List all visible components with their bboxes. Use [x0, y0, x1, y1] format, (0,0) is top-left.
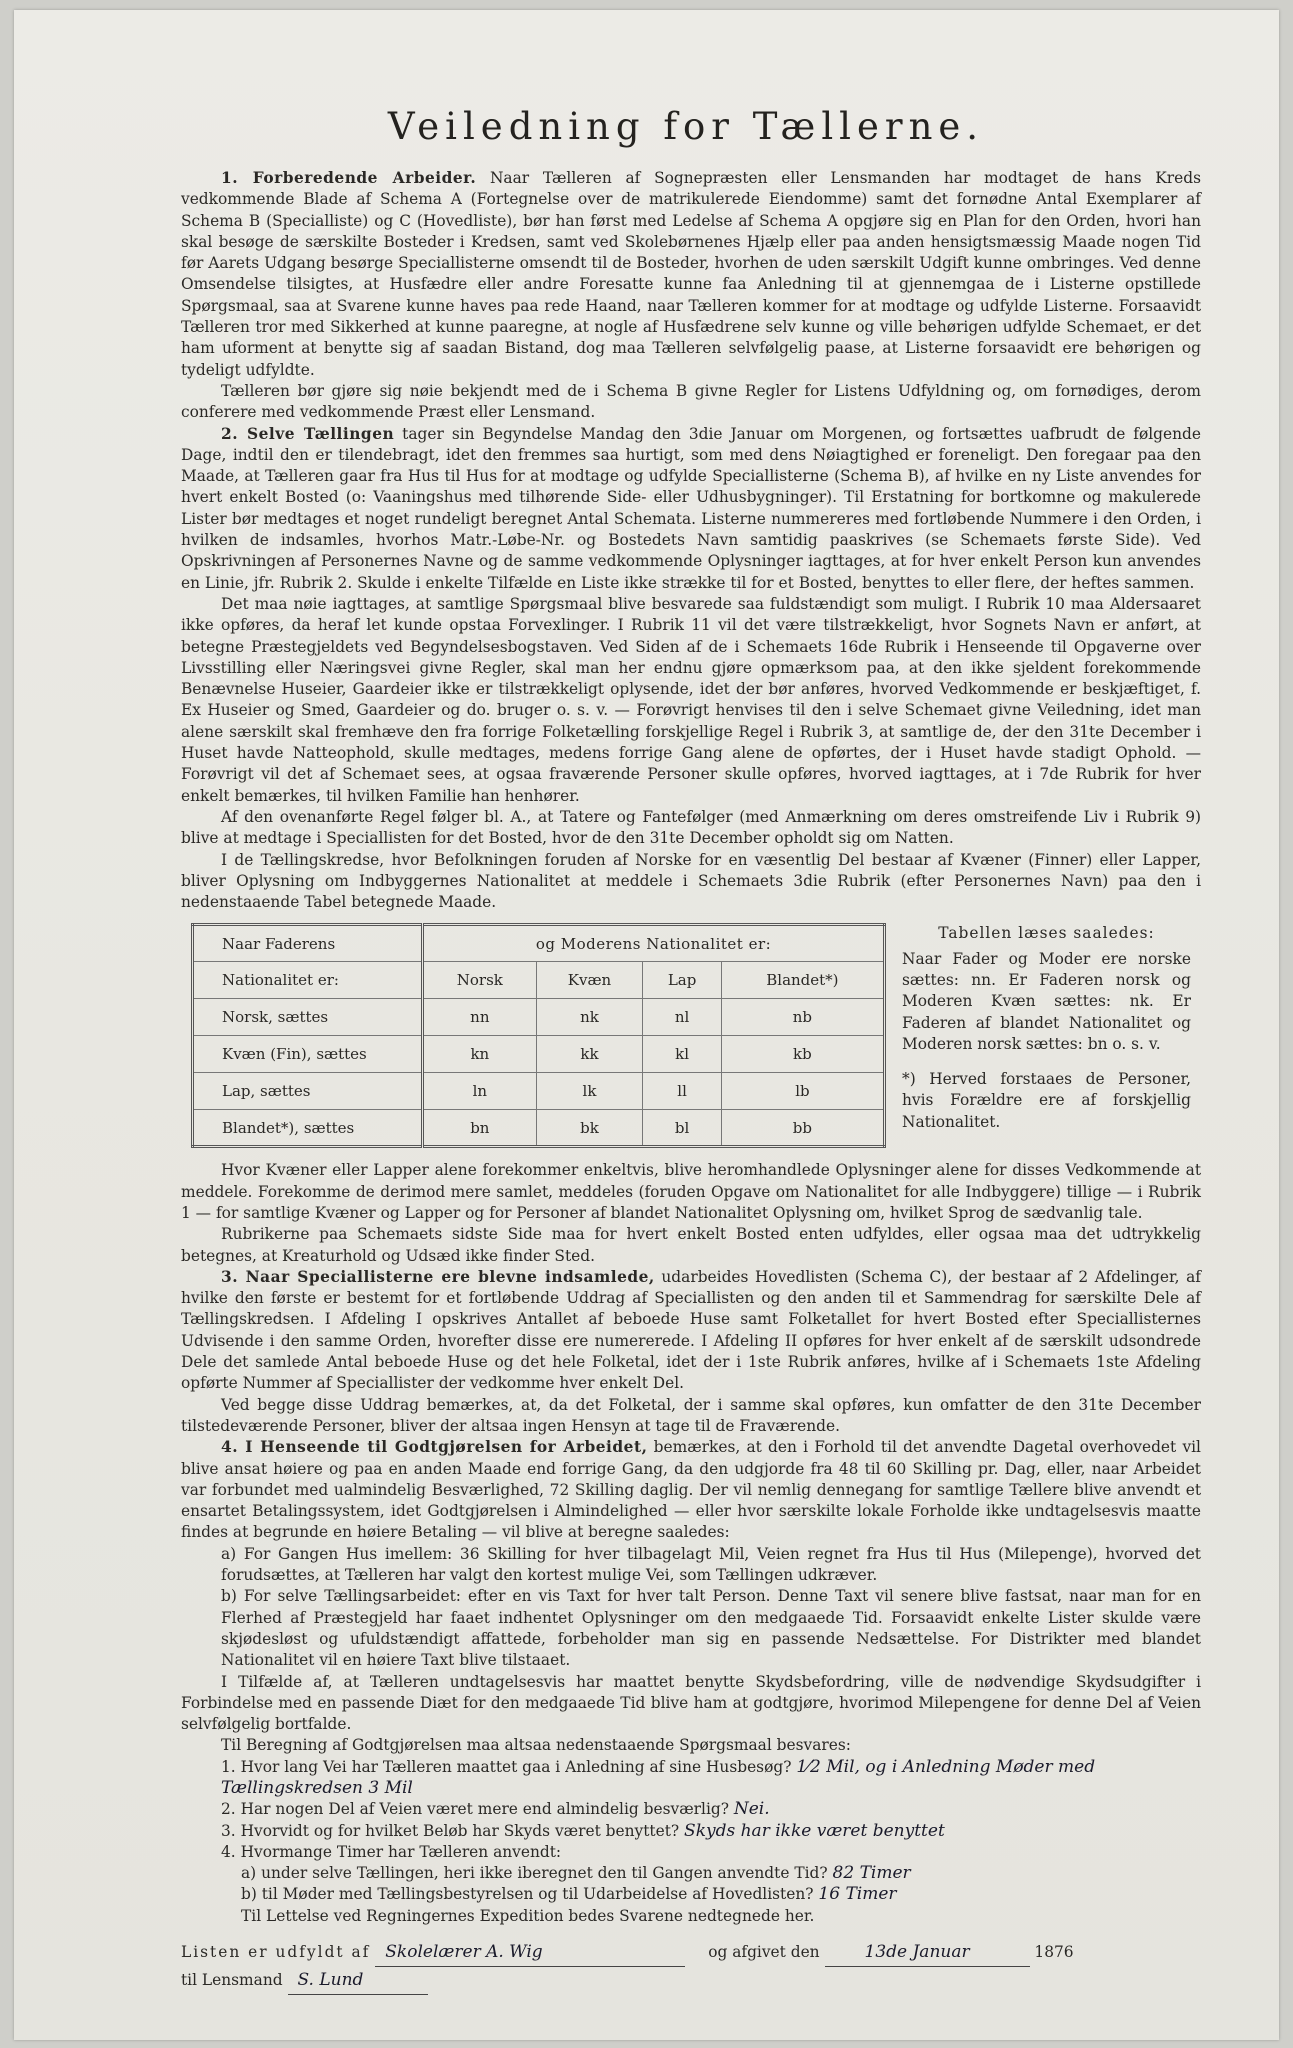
row-label: Kvæn (Fin), sættes — [193, 1036, 423, 1073]
nationality-block — [191, 923, 1201, 1148]
table-cell: bb — [721, 1110, 884, 1147]
table-cell: lk — [536, 1073, 643, 1110]
mother-nationality-header: og Moderens Nationalitet er: — [423, 925, 885, 962]
section-2b-paragraph-2: Rubrikerne paa Schemaets sidste Side maa for hvert enkelt Bosted enten udfyldes, eller ogsaa maa det udtrykkelig betegnes, at Kreaturhold og Udsæd ikke finder Sted. — [181, 1225, 1201, 1265]
document-page — [14, 10, 1279, 2040]
table-row — [193, 999, 885, 1036]
table-header-row-2 — [193, 962, 885, 999]
delivered-date: 13de Januar — [825, 1939, 1030, 1967]
section-4-paragraph — [181, 1437, 1201, 1543]
section-3-paragraph-2: Ved begge disse Uddrag bemærkes, at, da det Folketal, der i samme skal opføres, kun omfatter de den 31te December tilstedeværende Personer, bliver der altsaa ingen Hensyn at tage til de Fraværende. — [181, 1395, 1201, 1435]
table-legend — [886, 923, 1191, 1148]
section-1-text: Naar Tælleren af Sognepræsten eller Lensmanden har modtaget de hans Kreds vedkommende Blade af Schema A (Fortegnelse over de matrikulerede Eiendomme) samt det fornødne Antal Exemplarer af Schema B (Specialliste) og C (Hovedliste), bør han først med Ledelse af Schema A opgjøre sig en Plan for den Orden, hvori han skal besøge de særskilte Bosteder i Kredsen, samt ved Skolebørnenes Hjælp eller paa anden hensigtsmæssig Maade nogen Tid før Aarets Udgang besørge Speciallisterne omsendt til de Bosteder, hvorhen de uden særskilt Udgift kunne ombringes. Ved denne Omsendelse tilsigtes, at Husfædre eller andre Foresatte kunne faa Anledning til at gjennemgaa de i Listerne opstillede Spørgsmaal, saa at Svarene kunne haves paa rede Haand, naar Tælleren kommer for at modtage og udfylde Listerne. Forsaavidt Tælleren tror med Sikkerhed at kunne paaregne, at nogle af Husfædrene selv kunne og ville behørigen udfylde Schemaet, er det ham uforment at benytte sig af saadan Bistand, dog maa Tælleren selvfølgelig paase, at Listerne forsaavidt ere behørigen og tydeligt udfyldte. — [181, 169, 1201, 379]
section-3-text: udarbeides Hovedlisten (Schema C), der bestaar af 2 Afdelinger, af hvilke den første er bestemt for et fortløbende Uddrag af Speciallisten og den anden til et Sammendrag for særskilte Dele af Tællingskredsen. I Afdeling I opskrives Antallet af beboede Huse samt Folketallet for hvert Bosted efter Speciallisternes Udvisende i den samme Orden, hvorefter disse ere numererede. I Afdeling II opføres for hver enkelt af de særskilt udsondrede Dele det samlede Antal beboede Huse og det hele Folketal, idet der i 1ste Rubrik anføres, hvilke af i Schemaets 1ste Afdeling opførte Nummer af Speciallister der vedkomme hver enkelt Del. — [181, 1267, 1201, 1393]
section-4-item-b: b) For selve Tællingsarbeidet: efter en vis Taxt for hver talt Person. Denne Taxt vil senere blive fastsat, naar man for en Flerhed af Præstegjeld har faaet indhentet Oplysninger om den medgaaede Tid. Forsaavidt enkelte Lister skulde være skjødesløst og ufuldstændigt affattede, forbeholder man sig en passende Nedsættelse. For Distrikter med blandet Nationalitet vil en høiere Taxt blive tilstaaet. — [221, 1587, 1201, 1670]
question-1 — [221, 1757, 1201, 1800]
section-2-paragraph-3: Af den ovenanførte Regel følger bl. A., at Tatere og Fantefølger (med Anmærkning om deres omstreifende Liv i Rubrik 9) blive at medtage i Speciallisten for det Bosted, hvor de den 31te December opholdt sig om Natten. — [181, 807, 1201, 848]
question-2-answer: Nei. — [733, 1799, 770, 1820]
table-cell: bk — [536, 1110, 643, 1147]
question-3 — [221, 1821, 1201, 1842]
section-2b-paragraph-1: Hvor Kvæner eller Lapper alene forekommer enkeltvis, blive heromhandlede Oplysninger alene for disses Vedkommende at meddele. Forekomme de derimod mere samlet, meddeles (foruden Opgave om Nationalitet for alle Indbyggere) tillige — i Rubrik 1 — for samtlige Kvæner og Lapper og for Personer af blandet Nationalitet Oplysning om, hvilket Sprog de sædvanlig tale. — [181, 1161, 1201, 1222]
signature-line-2 — [181, 1967, 1201, 1995]
row-label: Blandet*), sættes — [193, 1110, 423, 1147]
signature-block — [181, 1939, 1201, 1995]
filled-by-signature: Skolelærer A. Wig — [375, 1939, 685, 1967]
document-content — [181, 105, 1201, 1995]
section-4-paragraph-2: I Tilfælde af, at Tælleren undtagelsesvis har maattet benytte Skydsbefordring, ville de nødvendige Skydsudgifter i Forbindelse med en passende Diæt for den medgaaede Tid blive ham at godtgjøre, hvorimod Milepengene for denne Del af Veien selvfølgelig bortfalde. — [181, 1672, 1201, 1734]
section-4-paragraph-3: Til Beregning af Godtgjørelsen maa altsaa nedenstaaende Spørgsmaal besvares: — [221, 1736, 851, 1755]
table-row — [193, 1036, 885, 1073]
table-cell: nb — [721, 999, 884, 1036]
row-label: Norsk, sættes — [193, 999, 423, 1036]
table-cell: kn — [423, 1036, 537, 1073]
lensmand-signature: S. Lund — [288, 1967, 428, 1995]
legend-title: Tabellen læses saaledes: — [938, 924, 1155, 943]
question-4b — [241, 1884, 1201, 1905]
column-header: Kvæn — [536, 962, 643, 999]
section-3-heading: 3. Naar Speciallisterne ere blevne indsamlede, — [221, 1267, 655, 1286]
column-header: Lap — [643, 962, 721, 999]
question-1-text: 1. Hvor lang Vei har Tælleren maattet gaa i Anledning af sine Husbesøg? — [221, 1757, 792, 1776]
questions-list — [221, 1757, 1201, 1927]
column-header: Blandet*) — [721, 962, 884, 999]
table-cell: kl — [643, 1036, 721, 1073]
section-2-heading: 2. Selve Tællingen — [221, 424, 395, 443]
question-4a — [241, 1863, 1201, 1884]
column-header: Norsk — [423, 962, 537, 999]
signature-line-1 — [181, 1939, 1201, 1967]
legend-text: Naar Fader og Moder ere norske sættes: nn. Er Faderen norsk og Moderen Kvæn sættes: nk. Er Faderen af blandet Nationalitet og Moderen norsk sættes: bn o. s. v. — [902, 949, 1191, 1053]
lensmand-label: til Lensmand — [181, 1971, 283, 1990]
table-cell: kb — [721, 1036, 884, 1073]
table-cell: ll — [643, 1073, 721, 1110]
corner-header-line2: Nationalitet er: — [193, 962, 423, 999]
filled-by-label: Listen er udfyldt af — [181, 1943, 371, 1962]
page-title: Veiledning for Tællerne. — [387, 105, 985, 148]
table-cell: nl — [643, 999, 721, 1036]
question-3-text: 3. Hvorvidt og for hvilket Beløb har Skyds været benyttet? — [221, 1821, 680, 1840]
question-2-text: 2. Har nogen Del af Veien været mere end almindelig besværlig? — [221, 1800, 729, 1819]
nationality-table — [191, 923, 886, 1148]
table-cell: bl — [643, 1110, 721, 1147]
question-4b-text: b) til Møder med Tællingsbestyrelsen og til Udarbeidelse af Hovedlisten? — [241, 1885, 814, 1904]
row-label: Lap, sættes — [193, 1073, 423, 1110]
table-header-row-1 — [193, 925, 885, 962]
section-4-text: bemærkes, at den i Forhold til det anvendte Dagetal overhovedet vil blive ansat høiere og paa en anden Maade end forrige Gang, da den udgjorde fra 48 til 60 Skilling pr. Dag, eller, naar Arbeidet var forbundet med ualmindelig Besværlighed, 72 Skilling daglig. Der vil nemlig dennegang for samtlige Tællere blive anvendt et ensartet Betalingssystem, idet Godtgjørelsen i Almindelighed — eller hvor særskilte lokale Forholde ikke undtagelsesvis maatte findes at begrunde en høiere Betaling — vil blive at beregne saaledes: — [181, 1438, 1201, 1542]
section-3-paragraph — [181, 1267, 1201, 1395]
closing-instruction: Til Lettelse ved Regningernes Expedition bedes Svarene nedtegnede her. — [241, 1906, 815, 1925]
section-2-paragraph — [181, 424, 1201, 594]
legend-footnote: *) Herved forstaaes de Personer, hvis Forældre ere af forskjellig Nationalitet. — [902, 1070, 1191, 1131]
delivered-label: og afgivet den — [708, 1943, 820, 1962]
table-cell: nk — [536, 999, 643, 1036]
section-2-paragraph-2: Det maa nøie iagttages, at samtlige Spørgsmaal blive besvarede saa fuldstændigt som muligt. I Rubrik 10 maa Aldersaaret ikke opføres, da heraf let kunde opstaa Forvexlinger. I Rubrik 11 vil det være tilstrækkeligt, hvor Sognets Navn er anført, at betegne Præstegjeldets ved Begyndelsesbogstaven. Ved Siden af de i Schemaets 16de Rubrik i Henseende til Opgaverne over Livsstilling eller Næringsvei givne Regler, skal man her endnu gjøre opmærksom paa, at den ikke sjeldent forekommende Benævnelse Huseier, Gaardeier ikke er tilstrækkeligt oplysende, idet der bør anføres, hvorved Vedkommende er beskjæftiget, f. Ex Huseier og Smed, Gaardeier og do. bruger o. s. v. — Forøvrigt henvises til den i selve Schemaet givne Veiledning, idet man alene særskilt skal fremhæve den fra forrige Folketælling forskjellige Regel i Rubrik 3, at samtlige de, der den 31te December i Huset havde Natteophold, skulle medtages, medens forrige Gang alene de opførtes, der i Huset havde stadigt Ophold. — Forøvrigt vil det af Schemaet sees, at ogsaa fraværende Personer skulle opføres, hvorved iagttages, at i 7de Rubrik for hver enkelt bemærkes, til hvilken Familie han henhører. — [181, 594, 1201, 805]
table-cell: bn — [423, 1110, 537, 1147]
section-2-paragraph-4: I de Tællingskredse, hvor Befolkningen foruden af Norske for en væsentlig Del bestaar af Kvæner (Finner) eller Lapper, bliver Oplysning om Indbyggernes Nationalitet at meddele i Schemaets 3die Rubrik (efter Personernes Navn) paa den i nedenstaaende Tabel betegnede Maade. — [181, 850, 1201, 912]
table-row — [193, 1110, 885, 1147]
table-row — [193, 1073, 885, 1110]
table-cell: kk — [536, 1036, 643, 1073]
corner-header-line1: Naar Faderens — [193, 925, 423, 962]
question-1-answer: 1⁄2 Mil, og i Anledning Møder med Tællingskredsen 3 Mil — [221, 1756, 1096, 1798]
question-3-answer: Skyds har ikke været benyttet — [684, 1820, 945, 1841]
table-cell: lb — [721, 1073, 884, 1110]
question-2 — [221, 1799, 1201, 1820]
section-2-text: tager sin Begyndelse Mandag den 3die Januar om Morgenen, og fortsættes uafbrudt de følgende Dage, indtil den er tilendebragt, idet den fremmes saa hurtigt, som med dens Nøiagtighed er foreneligt. Den foregaar paa den Maade, at Tælleren gaar fra Hus til Hus for at modtage og udfylde Speciallisterne (Schema B), af hvilke en ny Liste anvendes for hvert enkelt Bosted (o: Vaaningshus med tilhørende Side- eller Udhusbygninger). Til Erstatning for bortkomne og makulerede Lister bør medtages et noget rundeligt beregnet Antal Schemata. Listerne nummereres med fortløbende Nummere i den Orden, i hvilken de indsamles, hvorhos Matr.-Løbe-Nr. og Bostedets Navn samtidig paaskrives (se Schemaets første Side). Ved Opskrivningen af Personernes Navne og de samme vedkommende Oplysninger iagttages, at for hver enkelt Person kun anvendes en Linie, jfr. Rubrik 2. Skulde i enkelte Tilfælde en Liste ikke strække til for et Bosted, benyttes to eller flere, der heftes sammen. — [181, 424, 1202, 592]
section-1-paragraph — [181, 168, 1201, 381]
table-cell: ln — [423, 1073, 537, 1110]
section-1-heading: 1. Forberedende Arbeider. — [221, 169, 477, 187]
section-1-paragraph-2: Tælleren bør gjøre sig nøie bekjendt med de i Schema B givne Regler for Listens Udfyldning og, om fornødiges, derom conferere med vedkommende Præst eller Lensmand. — [181, 381, 1201, 422]
question-4a-answer: 82 Timer — [832, 1863, 911, 1884]
section-4-item-a: a) For Gangen Hus imellem: 36 Skilling for hver tilbagelagt Mil, Veien regnet fra Hus til Hus (Milepenge), hvorved det forudsættes, at Tælleren har valgt den kortest mulige Vei, som Tællingen udkræver. — [221, 1544, 1201, 1585]
table-cell: nn — [423, 999, 537, 1036]
question-4 — [221, 1842, 1201, 1863]
question-4-text: 4. Hvormange Timer har Tælleren anvendt: — [221, 1842, 562, 1861]
section-4-heading: 4. I Henseende til Godtgjørelsen for Arbeidet, — [221, 1438, 648, 1457]
question-4b-answer: 16 Timer — [818, 1884, 897, 1905]
year: 1876 — [1034, 1943, 1074, 1962]
question-4a-text: a) under selve Tællingen, heri ikke iberegnet den til Gangen anvendte Tid? — [241, 1864, 828, 1883]
